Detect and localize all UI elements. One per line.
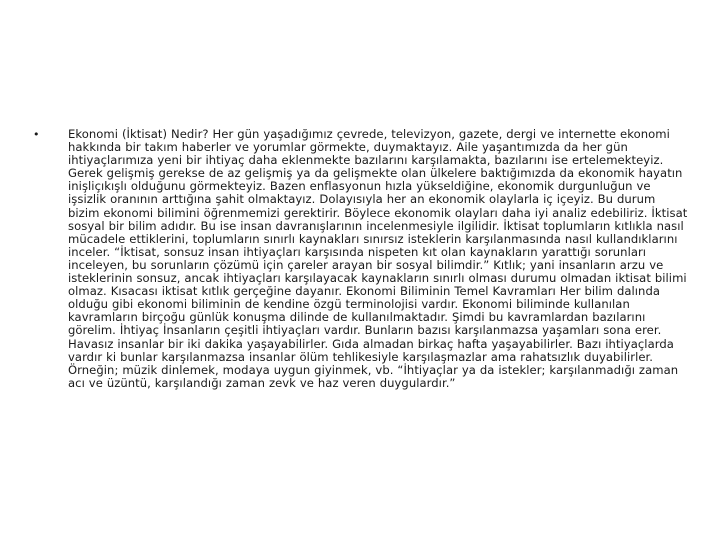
bullet-list-item: [30, 128, 690, 390]
bullet-paragraph: Ekonomi (İktisat) Nedir? Her gün yaşadığımız çevrede, televizyon, gazete, dergi ve internette ekonomi hakkında bir takım haberler ve yorumlar görmekte, duymaktayız. Aile yaşantımızda da her gün ihtiyaçlarımıza yeni bir ihtiyaç daha eklenmekte bazılarını karşılamakta, bazılarını ise ertelemekteyiz. Gerek gelişmiş gerekse de az gelişmiş ya da gelişmekte olan ülkelere baktığımızda da ekonomik hayatın inişliçıkışlı olduğunu görmekteyiz. Bazen enflasyonun hızla yükseldiğine, ekonomik durgunluğun ve işsizlik oranının arttığına şahit olmaktayız. Dolayısıyla her an ekonomik olaylarla iç içeyiz. Bu durum bizim ekonomi bilimini öğrenmemizi gerektirir. Böylece ekonomik olayları daha iyi analiz edebiliriz. İktisat sosyal bir bilim adıdır. Bu ise insan davranışlarının incelenmesiyle ilgilidir. İktisat toplumların kıtlıkla nasıl mücadele ettiklerini, toplumların sınırlı kaynakları sınırsız isteklerin karşılanmasında nasıl kullandıklarını inceler. “İktisat, sonsuz insan ihtiyaçları karşısında nispeten kıt olan kaynakların yarattığı sorunları inceleyen, bu sorunların çözümü için çareler arayan bir sosyal bilimdir.” Kıtlık; yani insanların arzu ve isteklerinin sonsuz, ancak ihtiyaçları karşılayacak kaynakların sınırlı olması durumu olmadan iktisat bilimi olmaz. Kısacası iktisat kıtlık gerçeğine dayanır. Ekonomi Biliminin Temel Kavramları Her bilim dalında olduğu gibi ekonomi biliminin de kendine özgü terminolojisi vardır. Ekonomi biliminde kullanılan kavramların birçoğu günlük konuşma dilinde de kullanılmaktadır. Şimdi bu kavramlardan bazılarını görelim. İhtiyaç İnsanların çeşitli ihtiyaçları vardır. Bunların bazısı karşılanmazsa yaşamları sona erer. Havasız insanlar bir iki dakika yaşayabilirler. Gıda almadan birkaç hafta yaşayabilirler. Bazı ihtiyaçlarda vardır ki bunlar karşılanmazsa insanlar ölüm tehlikesiyle karşılaşmazlar ama rahatsızlık duyabilirler. Örneğin; müzik dinlemek, modaya uygun giyinmek, vb. “İhtiyaçlar ya da istekler; karşılanmadığı zaman acı ve üzüntü, karşılandığı zaman zevk ve haz veren duygulardır.”: [68, 127, 688, 390]
bullet-icon: •: [33, 128, 40, 141]
